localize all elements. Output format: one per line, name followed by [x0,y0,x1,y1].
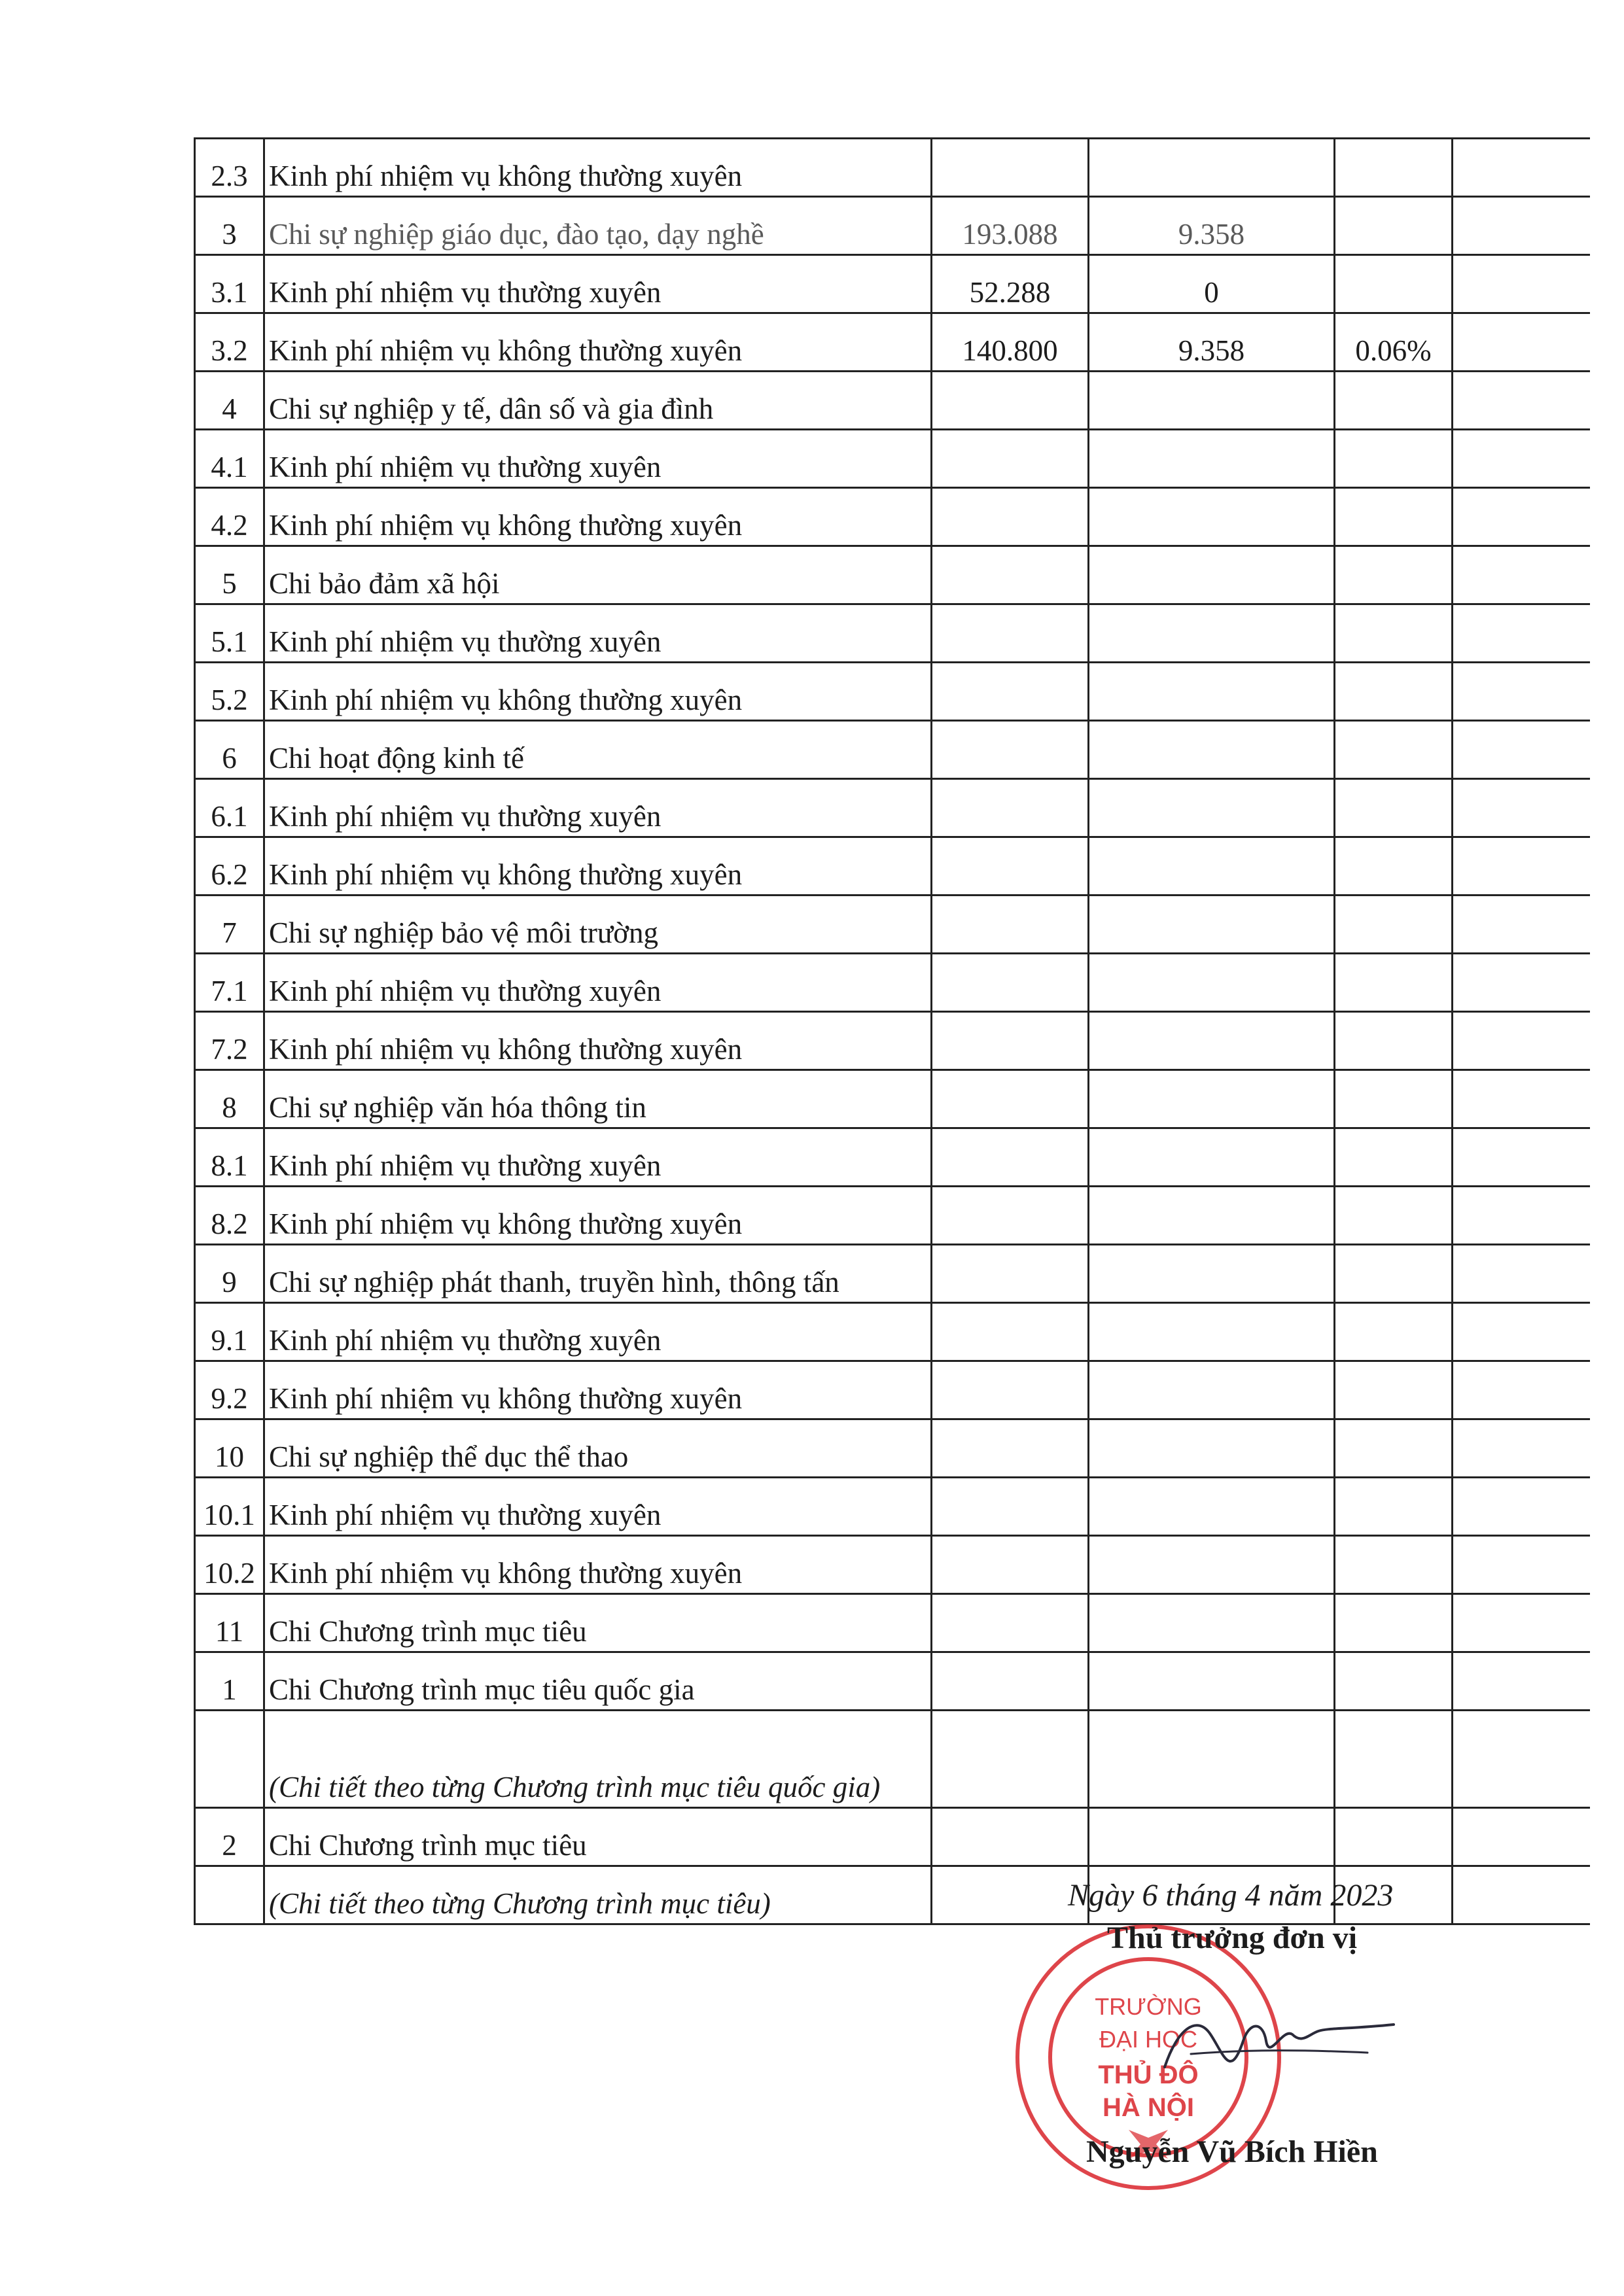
value-cell-4 [1453,372,1590,430]
value-cell-1: 52.288 [932,255,1089,313]
row-number: 2 [195,1808,264,1866]
value-cell-1 [932,721,1089,779]
row-description: Kinh phí nhiệm vụ thường xuyên [264,779,932,837]
value-cell-4 [1453,488,1590,546]
table-row [195,663,1590,721]
row-number: 6 [195,721,264,779]
row-number: 7.2 [195,1012,264,1070]
value-cell-2 [1089,779,1335,837]
value-cell-1 [932,779,1089,837]
row-description: Kinh phí nhiệm vụ thường xuyên [264,430,932,488]
table-row [195,1070,1590,1128]
row-description: (Chi tiết theo từng Chương trình mục tiêu quốc gia) [264,1711,932,1808]
value-cell-3 [1335,1652,1453,1711]
value-cell-2: 9.358 [1089,313,1335,372]
row-number: 6.1 [195,779,264,837]
table-row [195,197,1590,255]
value-cell-1 [932,1866,1089,1924]
value-cell-1 [932,1478,1089,1536]
value-cell-3 [1335,372,1453,430]
value-cell-4 [1453,1536,1590,1594]
value-cell-2 [1089,1012,1335,1070]
signature [1152,1989,1400,2093]
row-description: Chi hoạt động kinh tế [264,721,932,779]
value-cell-1 [932,1187,1089,1245]
row-description: Kinh phí nhiệm vụ không thường xuyên [264,1187,932,1245]
row-description: Kinh phí nhiệm vụ thường xuyên [264,1128,932,1187]
value-cell-1 [932,372,1089,430]
value-cell-3 [1335,1303,1453,1361]
value-cell-2 [1089,139,1335,197]
svg-text:ĐẠI HỌC: ĐẠI HỌC [1099,2026,1198,2053]
value-cell-3 [1335,1711,1453,1808]
table-row [195,488,1590,546]
value-cell-1 [932,1303,1089,1361]
row-number: 7.1 [195,954,264,1012]
row-number: 5 [195,546,264,604]
value-cell-2 [1089,1808,1335,1866]
row-number: 7 [195,896,264,954]
row-number: 3.1 [195,255,264,313]
row-number: 9.1 [195,1303,264,1361]
row-description: Kinh phí nhiệm vụ thường xuyên [264,604,932,663]
row-number: 1 [195,1652,264,1711]
value-cell-2 [1089,1652,1335,1711]
value-cell-1 [932,663,1089,721]
value-cell-4 [1453,197,1590,255]
table-row [195,1711,1590,1808]
value-cell-2 [1089,372,1335,430]
value-cell-1 [932,1711,1089,1808]
row-description: Kinh phí nhiệm vụ không thường xuyên [264,837,932,896]
value-cell-3 [1335,896,1453,954]
row-number: 10.1 [195,1478,264,1536]
value-cell-1 [932,896,1089,954]
value-cell-4 [1453,1652,1590,1711]
row-number: 8.1 [195,1128,264,1187]
row-number: 3 [195,197,264,255]
value-cell-4 [1453,779,1590,837]
row-description: Chi sự nghiệp văn hóa thông tin [264,1070,932,1128]
value-cell-3 [1335,721,1453,779]
table-row [195,372,1590,430]
row-number [195,1711,264,1808]
value-cell-1 [932,546,1089,604]
value-cell-2 [1089,1070,1335,1128]
value-cell-1 [932,837,1089,896]
table-row [195,430,1590,488]
value-cell-3 [1335,546,1453,604]
value-cell-2 [1089,1245,1335,1303]
svg-text:TRƯỜNG: TRƯỜNG [1095,1993,1202,2020]
table-row [195,721,1590,779]
value-cell-1 [932,1245,1089,1303]
value-cell-1 [932,1361,1089,1419]
value-cell-1 [932,954,1089,1012]
value-cell-2 [1089,837,1335,896]
value-cell-3 [1335,1361,1453,1419]
table-row [195,779,1590,837]
table-row [195,1187,1590,1245]
value-cell-3 [1335,779,1453,837]
row-number: 5.1 [195,604,264,663]
value-cell-4 [1453,1711,1590,1808]
row-number: 3.2 [195,313,264,372]
value-cell-4 [1453,546,1590,604]
row-description: Kinh phí nhiệm vụ không thường xuyên [264,488,932,546]
value-cell-3 [1335,604,1453,663]
row-number: 10.2 [195,1536,264,1594]
value-cell-1 [932,139,1089,197]
value-cell-2 [1089,430,1335,488]
table-row [195,1303,1590,1361]
value-cell-2 [1089,1594,1335,1652]
value-cell-3 [1335,139,1453,197]
value-cell-2 [1089,1536,1335,1594]
value-cell-2 [1089,721,1335,779]
signing-date: Ngày 6 tháng 4 năm 2023 [1068,1878,1394,1913]
row-number: 9.2 [195,1361,264,1419]
value-cell-4 [1453,1128,1590,1187]
row-description: Chi sự nghiệp thể dục thể thao [264,1419,932,1478]
value-cell-3 [1335,663,1453,721]
value-cell-3 [1335,430,1453,488]
row-description: Kinh phí nhiệm vụ không thường xuyên [264,1536,932,1594]
row-description: Chi Chương trình mục tiêu [264,1808,932,1866]
value-cell-2 [1089,488,1335,546]
row-number: 6.2 [195,837,264,896]
value-cell-2 [1089,1128,1335,1187]
table-row [195,1594,1590,1652]
table-row [195,1361,1590,1419]
table-row [195,604,1590,663]
table-row [195,255,1590,313]
value-cell-2 [1089,1419,1335,1478]
value-cell-4 [1453,1808,1590,1866]
value-cell-4 [1453,1245,1590,1303]
value-cell-4 [1453,313,1590,372]
value-cell-4 [1453,255,1590,313]
signer-name: Nguyễn Vũ Bích Hiền [1086,2134,1378,2169]
budget-table [194,137,1590,1925]
value-cell-2 [1089,954,1335,1012]
value-cell-4 [1453,1187,1590,1245]
value-cell-1: 140.800 [932,313,1089,372]
row-description: Chi Chương trình mục tiêu [264,1594,932,1652]
value-cell-1 [932,1128,1089,1187]
value-cell-4 [1453,1361,1590,1419]
value-cell-3 [1335,837,1453,896]
row-description: Chi sự nghiệp y tế, dân số và gia đình [264,372,932,430]
value-cell-4 [1453,1303,1590,1361]
table-row [195,837,1590,896]
row-description: Chi sự nghiệp giáo dục, đào tạo, dạy nghề [264,197,932,255]
table-row [195,546,1590,604]
table-row [195,1012,1590,1070]
value-cell-3 [1335,954,1453,1012]
table-row [195,1419,1590,1478]
row-number: 4.2 [195,488,264,546]
value-cell-4 [1453,837,1590,896]
value-cell-3 [1335,488,1453,546]
row-number: 11 [195,1594,264,1652]
table-row [195,313,1590,372]
table-row [195,1128,1590,1187]
value-cell-4 [1453,139,1590,197]
table-row [195,896,1590,954]
value-cell-3 [1335,1419,1453,1478]
value-cell-3: 0.06% [1335,313,1453,372]
row-description: Chi sự nghiệp bảo vệ môi trường [264,896,932,954]
value-cell-2: 0 [1089,255,1335,313]
head-of-unit-title: Thủ trưởng đơn vị [1107,1921,1358,1955]
value-cell-4 [1453,663,1590,721]
value-cell-2: 9.358 [1089,197,1335,255]
row-number: 2.3 [195,139,264,197]
row-description: Kinh phí nhiệm vụ không thường xuyên [264,139,932,197]
value-cell-4 [1453,954,1590,1012]
row-description: Kinh phí nhiệm vụ không thường xuyên [264,663,932,721]
value-cell-1 [932,1594,1089,1652]
value-cell-2 [1089,1303,1335,1361]
value-cell-4 [1453,1012,1590,1070]
value-cell-2 [1089,896,1335,954]
value-cell-4 [1453,1478,1590,1536]
row-description: Kinh phí nhiệm vụ không thường xuyên [264,1361,932,1419]
value-cell-3 [1335,1128,1453,1187]
value-cell-3 [1335,1245,1453,1303]
row-description: Chi Chương trình mục tiêu quốc gia [264,1652,932,1711]
value-cell-1 [932,1652,1089,1711]
table-row [195,1652,1590,1711]
value-cell-1 [932,1419,1089,1478]
value-cell-4 [1453,1419,1590,1478]
value-cell-1: 193.088 [932,197,1089,255]
value-cell-2 [1089,1187,1335,1245]
row-number [195,1866,264,1924]
table-row [195,1536,1590,1594]
table-row [195,1808,1590,1866]
table-row [195,1245,1590,1303]
row-description: Kinh phí nhiệm vụ thường xuyên [264,1303,932,1361]
value-cell-3 [1335,255,1453,313]
row-description: Kinh phí nhiệm vụ thường xuyên [264,255,932,313]
table-row [195,1478,1590,1536]
value-cell-3 [1335,1070,1453,1128]
value-cell-1 [932,1808,1089,1866]
row-number: 8.2 [195,1187,264,1245]
value-cell-3 [1335,1478,1453,1536]
svg-text:HÀ NỘI: HÀ NỘI [1103,2093,1194,2122]
value-cell-2 [1089,604,1335,663]
value-cell-4 [1453,604,1590,663]
value-cell-1 [932,604,1089,663]
value-cell-4 [1453,1594,1590,1652]
row-description: Kinh phí nhiệm vụ thường xuyên [264,954,932,1012]
value-cell-3 [1335,1594,1453,1652]
row-number: 9 [195,1245,264,1303]
row-number: 4.1 [195,430,264,488]
value-cell-4 [1453,896,1590,954]
value-cell-1 [932,1536,1089,1594]
value-cell-3 [1335,1808,1453,1866]
row-description: Kinh phí nhiệm vụ không thường xuyên [264,1012,932,1070]
value-cell-2 [1089,1361,1335,1419]
value-cell-4 [1453,1866,1590,1924]
value-cell-3 [1335,197,1453,255]
value-cell-1 [932,1012,1089,1070]
value-cell-4 [1453,721,1590,779]
table-row [195,954,1590,1012]
value-cell-2 [1089,1478,1335,1536]
row-description: Kinh phí nhiệm vụ không thường xuyên [264,313,932,372]
row-description: Kinh phí nhiệm vụ thường xuyên [264,1478,932,1536]
value-cell-3 [1335,1187,1453,1245]
row-description: Chi bảo đảm xã hội [264,546,932,604]
row-number: 5.2 [195,663,264,721]
table-row [195,139,1590,197]
value-cell-1 [932,1070,1089,1128]
value-cell-3 [1335,1536,1453,1594]
value-cell-2 [1089,546,1335,604]
row-description: Chi sự nghiệp phát thanh, truyền hình, thông tấn [264,1245,932,1303]
value-cell-1 [932,430,1089,488]
row-description: (Chi tiết theo từng Chương trình mục tiêu) [264,1866,932,1924]
value-cell-3 [1335,1012,1453,1070]
row-number: 8 [195,1070,264,1128]
value-cell-1 [932,488,1089,546]
value-cell-2 [1089,663,1335,721]
row-number: 4 [195,372,264,430]
row-number: 10 [195,1419,264,1478]
value-cell-2 [1089,1711,1335,1808]
svg-text:THỦ ĐÔ: THỦ ĐÔ [1098,2061,1199,2089]
value-cell-4 [1453,1070,1590,1128]
value-cell-4 [1453,430,1590,488]
